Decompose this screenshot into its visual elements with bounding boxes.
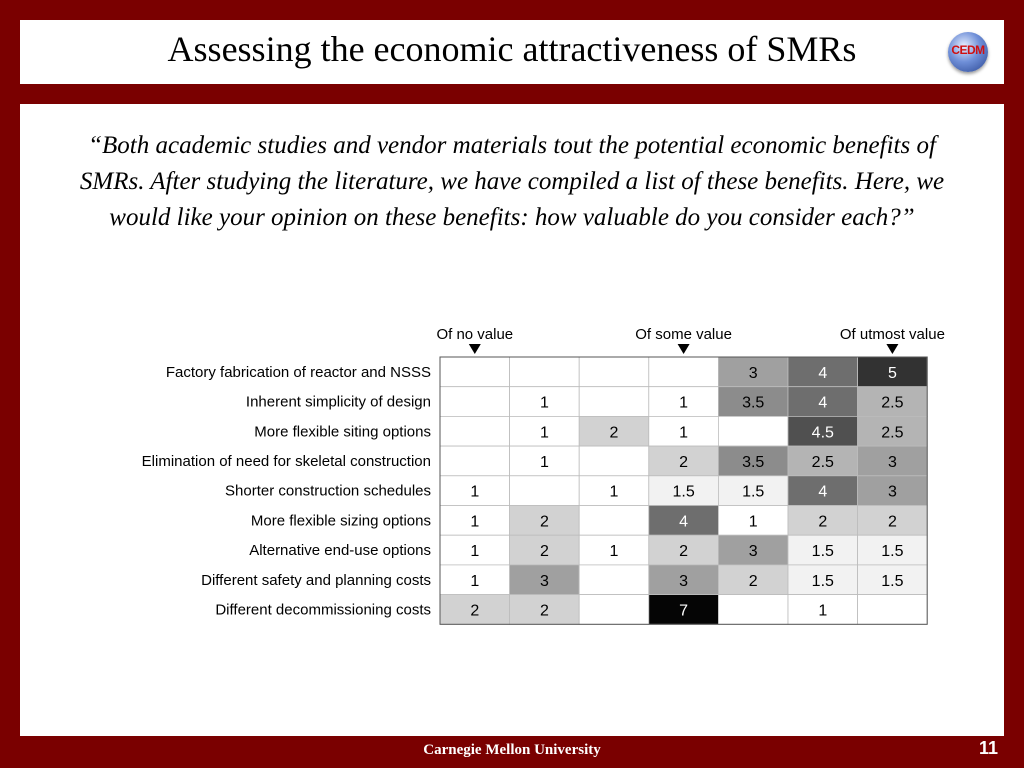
- cell-value: 1: [679, 424, 689, 442]
- cell-value: 1: [679, 394, 689, 412]
- row-label: Different decommissioning costs: [215, 601, 431, 619]
- table-cell: [579, 506, 649, 536]
- row-label: More flexible sizing options: [250, 512, 431, 530]
- slide-title: Assessing the economic attractiveness of SMRs: [167, 29, 857, 69]
- cell-value: 3: [887, 483, 897, 501]
- row-label: More flexible siting options: [254, 423, 431, 441]
- scale-label: Of utmost value: [839, 326, 945, 343]
- cell-value: 2.5: [881, 394, 904, 412]
- cell-value: 3: [539, 572, 549, 590]
- table-cell: [440, 387, 510, 417]
- cell-value: 1: [470, 513, 480, 531]
- cell-value: 2: [539, 602, 549, 620]
- cell-value: 1: [818, 602, 828, 620]
- scale-marker-icon: [886, 344, 898, 354]
- table-cell: [579, 595, 649, 625]
- table-cell: [440, 446, 510, 476]
- table-cell: [718, 595, 788, 625]
- page-number: 11: [978, 738, 998, 758]
- row-label: Inherent simplicity of design: [245, 393, 431, 411]
- cell-value: 1: [748, 513, 758, 531]
- table-cell: [649, 357, 719, 387]
- cell-value: 2: [539, 543, 549, 561]
- cell-value: 7: [679, 602, 689, 620]
- cell-value: 1: [539, 394, 549, 412]
- cell-value: 1.5: [881, 543, 904, 561]
- cell-value: 2: [539, 513, 549, 531]
- cell-value: 2.5: [811, 453, 834, 471]
- cell-value: 2: [679, 453, 689, 471]
- cell-value: 1.5: [811, 572, 834, 590]
- table-cell: [510, 357, 580, 387]
- cell-value: 2: [818, 513, 828, 531]
- cell-value: 4.5: [811, 424, 834, 442]
- quote-text: “Both academic studies and vendor materials tout the potential economic benefits of SMRs. After studying the literature, we have compiled a list of these benefits. Here, we would like your opinion on these benefits: how valuable do you consider each?”: [79, 132, 945, 231]
- cell-value: 4: [679, 513, 689, 531]
- scale-marker-icon: [678, 344, 690, 354]
- scale-label: Of some value: [635, 326, 732, 343]
- cell-value: 3.5: [742, 394, 765, 412]
- table-cell: [718, 416, 788, 446]
- row-label: Shorter construction schedules: [225, 482, 431, 500]
- cell-value: 1.5: [811, 543, 834, 561]
- cell-value: 1: [470, 543, 480, 561]
- cell-value: 2: [887, 513, 897, 531]
- cell-value: 1: [470, 572, 480, 590]
- table-cell: [858, 595, 928, 625]
- cell-value: 1: [539, 424, 549, 442]
- row-label: Different safety and planning costs: [201, 571, 431, 589]
- cell-value: 3.5: [742, 453, 765, 471]
- cell-value: 3: [748, 543, 758, 561]
- cell-value: 1: [539, 453, 549, 471]
- table-cell: [579, 565, 649, 595]
- cell-value: 2: [679, 543, 689, 561]
- cell-value: 4: [818, 394, 828, 412]
- scale-label: Of no value: [436, 326, 514, 343]
- cell-value: 1.5: [742, 483, 765, 501]
- table-cell: [440, 416, 510, 446]
- scale-marker-icon: [469, 344, 481, 354]
- cell-value: 3: [887, 453, 897, 471]
- cell-value: 1.5: [881, 572, 904, 590]
- table-cell: [510, 476, 580, 506]
- table-cell: [440, 357, 510, 387]
- cell-value: 3: [748, 364, 758, 382]
- cell-value: 2: [609, 424, 619, 442]
- cell-value: 1.5: [672, 483, 695, 501]
- row-label: Alternative end-use options: [249, 542, 431, 560]
- cell-value: 1: [609, 543, 619, 561]
- cell-value: 3: [679, 572, 689, 590]
- cell-value: 2: [748, 572, 758, 590]
- cell-value: 4: [818, 364, 828, 382]
- table-cell: [579, 446, 649, 476]
- cell-value: 4: [818, 483, 828, 501]
- row-label: Factory fabrication of reactor and NSSS: [165, 363, 431, 381]
- footer-university: Carnegie Mellon University: [423, 742, 601, 758]
- cell-value: 2.5: [881, 424, 904, 442]
- cell-value: 5: [887, 364, 897, 382]
- cell-value: 2: [470, 602, 480, 620]
- logo-text: CEDM: [951, 43, 985, 57]
- table-cell: [579, 387, 649, 417]
- table-cell: [579, 357, 649, 387]
- cell-value: 1: [609, 483, 619, 501]
- cell-value: 1: [470, 483, 480, 501]
- row-label: Elimination of need for skeletal construction: [141, 452, 431, 470]
